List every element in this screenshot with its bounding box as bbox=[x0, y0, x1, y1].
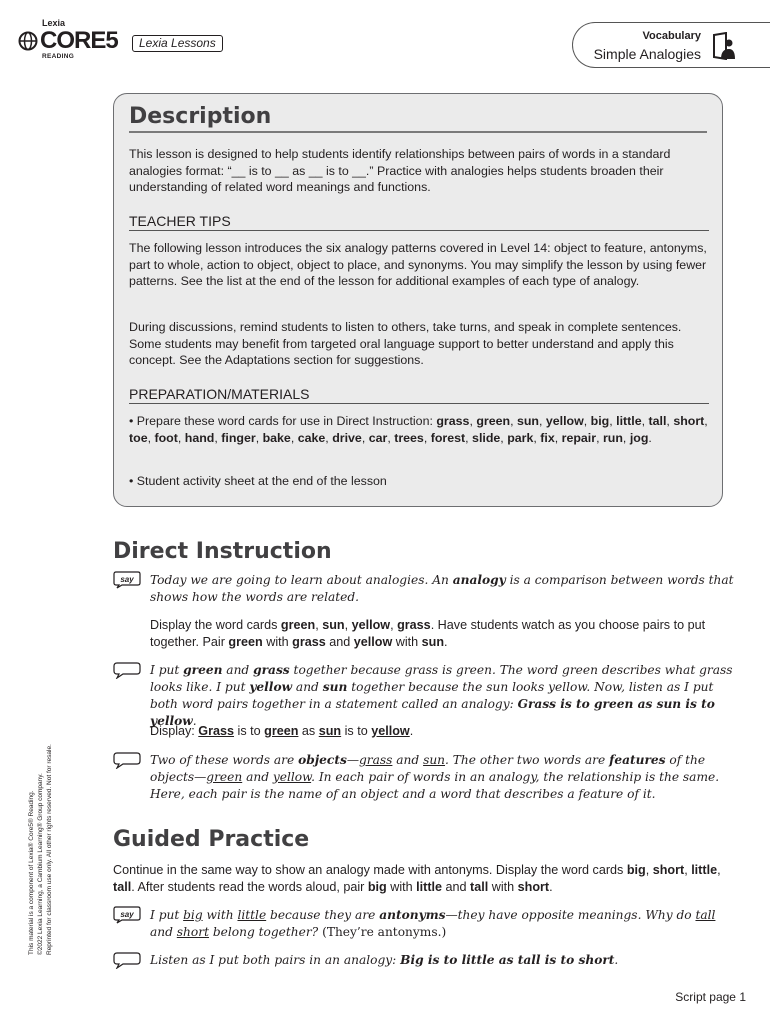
guided-script-1: I put big with little because they are antonyms—they have opposite meanings. Why do tall and short belong together? (They’re antonyms.) bbox=[150, 908, 716, 939]
speech-bubble-icon bbox=[113, 951, 141, 969]
speech-bubble-icon bbox=[113, 661, 141, 679]
direct-script-1: Today we are going to learn about analogies. An analogy is a comparison between words that shows how the words are related. bbox=[150, 573, 734, 604]
description-title: Description bbox=[129, 104, 707, 133]
speech-bubble-icon bbox=[113, 751, 141, 769]
preparation-heading: PREPARATION/MATERIALS bbox=[129, 386, 709, 404]
teacher-tips-paragraph-2: During discussions, remind students to listen to others, take turns, and speak in complete sentences. Some students may benefit from targeted oral language support to better understand and apply this concept. See the Adaptations section for suggestions. bbox=[129, 320, 682, 367]
topic-tab bbox=[572, 22, 770, 68]
topic-category: Vocabulary bbox=[642, 30, 701, 42]
guided-script-2: Listen as I put both pairs in an analogy: Big is to little as tall is to short. bbox=[150, 953, 619, 967]
description-text: This lesson is designed to help students identify relationships between pairs of words in a standard analogies format: “__ is to __ as __ is to __.” Practice with analogies helps students broaden their understanding of related word meanings and functions. bbox=[129, 147, 671, 194]
lexia-core5-logo bbox=[18, 18, 248, 66]
direct-instruction-heading: Direct Instruction bbox=[113, 539, 332, 564]
copyright-notice: This material is a component of Lexia® Core5® Reading. ©2022 Lexia Learning, a Cambium Learning® Group company. Reprinted for classroom use only. All other rights reserved. Not for resale. bbox=[28, 744, 53, 955]
say-speech-bubble-icon bbox=[113, 571, 141, 589]
brand-core: CORE5 bbox=[40, 27, 118, 54]
topic-name: Simple Analogies bbox=[593, 46, 701, 62]
page-number: Script page 1 bbox=[675, 990, 746, 1004]
say-label: say bbox=[120, 910, 134, 919]
guided-body-1: Continue in the same way to show an analogy made with antonyms. Display the word cards big, short, little, tall. After students read the words aloud, pair big with little and tall with short. bbox=[113, 863, 721, 894]
direct-script-2: I put green and grass together because grass is green. The word green describes what grass looks like. I put yellow and sun together because the sun looks yellow. Now, listen as I put both word pairs together in a statement called an analogy: Grass is to green as sun is to yellow. bbox=[150, 663, 733, 728]
preparation-item-1: • Prepare these word cards for use in Direct Instruction: grass, green, sun, yellow, big, little, tall, short, toe, foot, hand, finger, bake, cake, drive, car, trees, forest, slide, park, fix, repair, run, jog. bbox=[129, 414, 708, 445]
teacher-tips-heading: TEACHER TIPS bbox=[129, 213, 709, 231]
direct-script-3: Two of these words are objects—grass and sun. The other two words are features of the objects—green and yellow. In each pair of words in an analogy, the relationship is the same. Here, each pair is the name of an object and a word that describes a feature of it. bbox=[150, 753, 720, 801]
brand-reading: READING bbox=[42, 53, 75, 60]
say-label: say bbox=[120, 575, 134, 584]
description-box bbox=[113, 93, 723, 507]
direct-body-1: Display the word cards green, sun, yellow, grass. Have students watch as you choose pairs to put together. Pair green with grass and yellow with sun. bbox=[150, 618, 706, 649]
direct-display-analogy: Display: Grass is to green as sun is to yellow. bbox=[150, 724, 414, 738]
preparation-item-2: • Student activity sheet at the end of the lesson bbox=[129, 474, 387, 488]
globe-icon bbox=[18, 31, 38, 51]
say-speech-bubble-icon bbox=[113, 906, 141, 924]
guided-practice-heading: Guided Practice bbox=[113, 827, 310, 852]
teacher-tips-paragraph-1: The following lesson introduces the six analogy patterns covered in Level 14: object to feature, antonyms, part to whole, action to object, object to place, and synonyms. You may simplify the lesson by using fewer patterns. See the list at the end of the lesson for additional examples of each type of analogy. bbox=[129, 241, 707, 288]
lexia-lessons-badge: Lexia Lessons bbox=[132, 35, 223, 52]
brand-small: Lexia bbox=[42, 18, 66, 28]
reader-icon bbox=[711, 32, 735, 60]
